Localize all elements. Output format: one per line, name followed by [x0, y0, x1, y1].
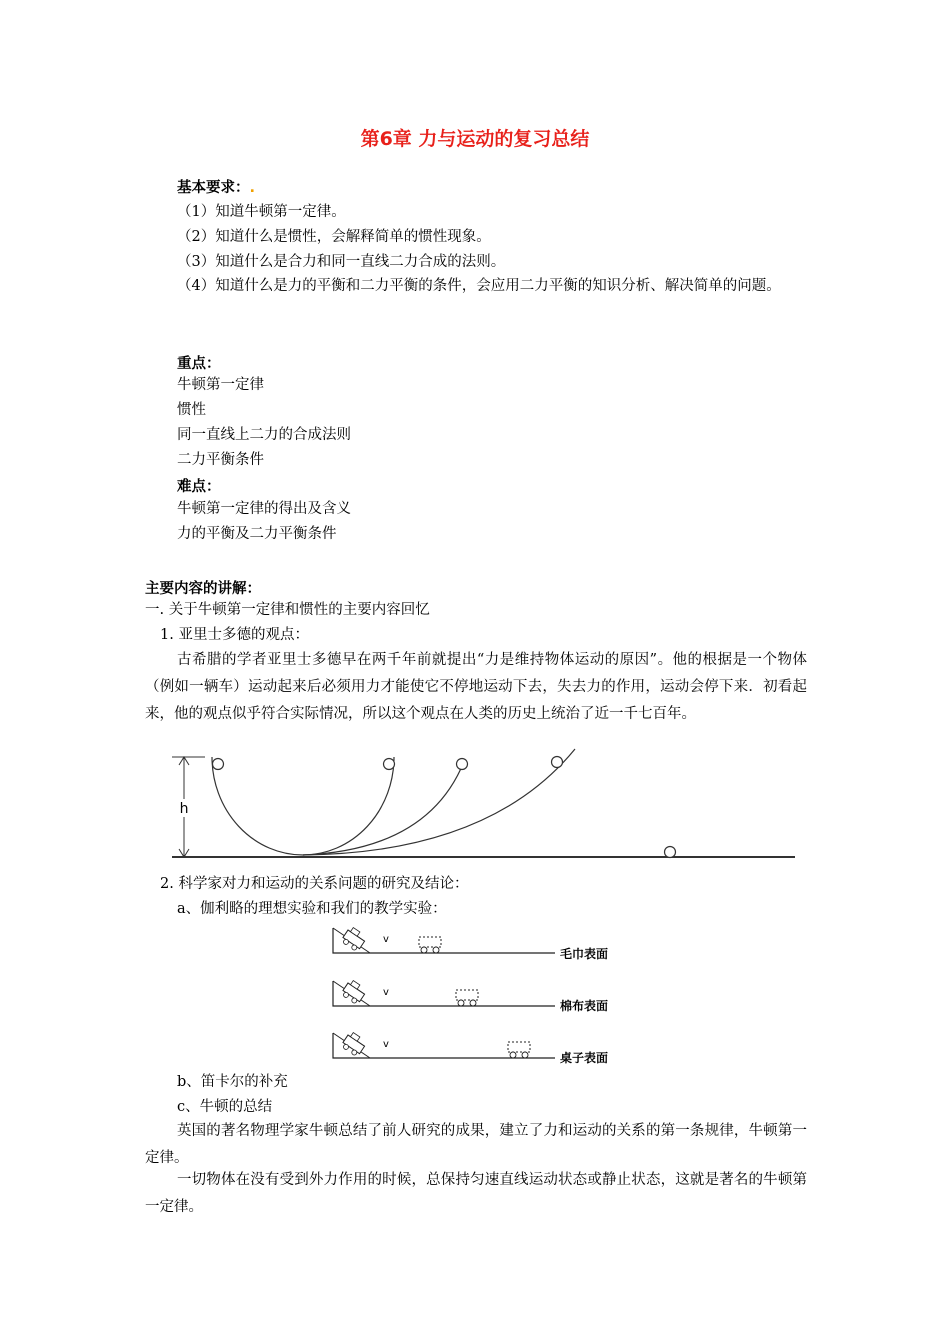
track [333, 928, 555, 953]
sub-b-heading: b、笛卡尔的补充 [177, 1074, 288, 1090]
requirement-item: （4）知道什么是力的平衡和二力平衡的条件，会应用二力平衡的知识分析、解决简单的问题。 [177, 278, 781, 294]
velocity-label: v [383, 987, 389, 998]
height-label: h [179, 801, 189, 817]
decorative-dot: . [249, 180, 256, 196]
surface-label: 棉布表面 [560, 999, 609, 1013]
newton-law-paragraph: 一切物体在没有受到外力作用的时候，总保持匀速直线运动状态或静止状态，这就是著名的牛顿第一定律。 [145, 1172, 807, 1215]
ramp-figure [160, 745, 800, 865]
surface-label: 毛巾表面 [560, 947, 609, 961]
key-point-item: 二力平衡条件 [177, 452, 264, 468]
key-points-heading: 重点： [177, 356, 221, 372]
item-1-heading: 1. 亚里士多德的观点： [160, 627, 309, 643]
experiment-row-towel [333, 926, 608, 961]
experiment-row-table [333, 1031, 608, 1065]
section-1-heading: 一. 关于牛顿第一定律和惯性的主要内容回忆 [145, 602, 430, 618]
ball [384, 759, 395, 770]
aristotle-paragraph: 古希腊的学者亚里士多德早在两千年前就提出“力是维持物体运动的原因”。他的根据是一个物体（例如一辆车）运动起来后必须用力才能使它不停地运动下去，失去力的作用，运动会停下来．初看起来，他的观点似乎符合实际情况，所以这个观点在人类的历史上统治了近一千七百年。 [145, 652, 807, 722]
requirement-item: （1）知道牛顿第一定律。 [177, 204, 346, 220]
difficulty-item: 力的平衡及二力平衡条件 [177, 526, 337, 542]
heading-text: 基本要求： [177, 180, 250, 196]
ball [213, 759, 224, 770]
ball [665, 847, 676, 858]
difficulty-item: 牛顿第一定律的得出及含义 [177, 501, 351, 517]
experiment-row-cotton [333, 979, 608, 1013]
ball [552, 757, 563, 768]
item-2-heading: 2. 科学家对力和运动的关系问题的研究及结论： [160, 876, 469, 892]
sub-c-heading: c、牛顿的总结 [177, 1099, 273, 1115]
ramp-curve-2 [303, 759, 465, 855]
key-point-item: 牛顿第一定律 [177, 377, 264, 393]
requirement-item: （2）知道什么是惯性，会解释简单的惯性现象。 [177, 229, 491, 245]
surface-label: 桌子表面 [560, 1051, 609, 1065]
stopped-cart [456, 990, 478, 1006]
requirement-item: （3）知道什么是合力和同一直线二力合成的法则。 [177, 254, 506, 270]
stopped-cart [419, 937, 441, 953]
velocity-label: v [383, 934, 389, 945]
page-title: 第6章 力与运动的复习总结 [360, 128, 590, 150]
ramp-curve-1 [212, 757, 394, 855]
basic-requirements-heading [177, 176, 255, 197]
galileo-experiment-figure [325, 922, 630, 1072]
velocity-label: v [383, 1039, 389, 1050]
ball [457, 759, 468, 770]
stopped-cart [508, 1042, 530, 1058]
newton-paragraph: 英国的著名物理学家牛顿总结了前人研究的成果，建立了力和运动的关系的第一条规律，牛顿第一定律。 [145, 1123, 807, 1166]
sub-a-heading: a、伽利略的理想实验和我们的教学实验： [177, 901, 447, 917]
key-point-item: 同一直线上二力的合成法则 [177, 427, 351, 443]
main-heading: 主要内容的讲解： [145, 581, 261, 597]
track [333, 981, 555, 1006]
key-point-item: 惯性 [177, 402, 206, 418]
difficulties-heading: 难点： [177, 479, 221, 495]
